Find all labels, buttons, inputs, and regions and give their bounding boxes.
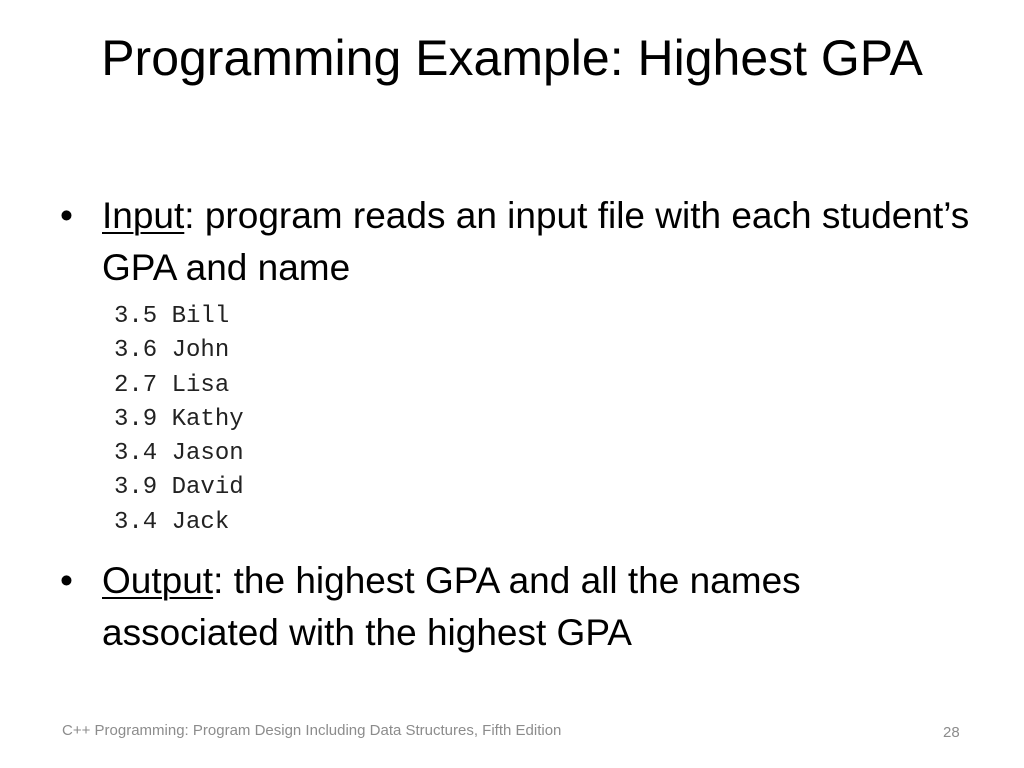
bullet-input [60,190,970,294]
input-line: 3.9 David [114,474,244,502]
bullet-output [60,555,970,659]
input-term: Input [102,195,185,236]
bullet-marker: • [60,195,73,236]
input-line: 3.6 John [114,337,230,365]
input-description: : program reads an input file with each student’s GPA and name [102,195,970,288]
bullet-output-text [102,555,970,659]
footer-text: C++ Programming: Program Design Including Data Structures, Fifth Edition [62,722,562,739]
input-line: 3.4 Jason [114,440,244,468]
input-file-listing [114,300,244,540]
output-description: : the highest GPA and all the names associated with the highest GPA [102,560,801,653]
bullet-input-text [102,190,970,294]
output-term: Output [102,560,214,601]
input-line: 2.7 Lisa [114,371,230,399]
input-line: 3.4 Jack [114,508,230,536]
input-line: 3.9 Kathy [114,405,244,433]
input-line: 3.5 Bill [114,303,230,330]
slide-title: Programming Example: Highest GPA [101,30,923,86]
page-number: 28 [943,724,960,741]
bullet-marker: • [60,560,73,601]
